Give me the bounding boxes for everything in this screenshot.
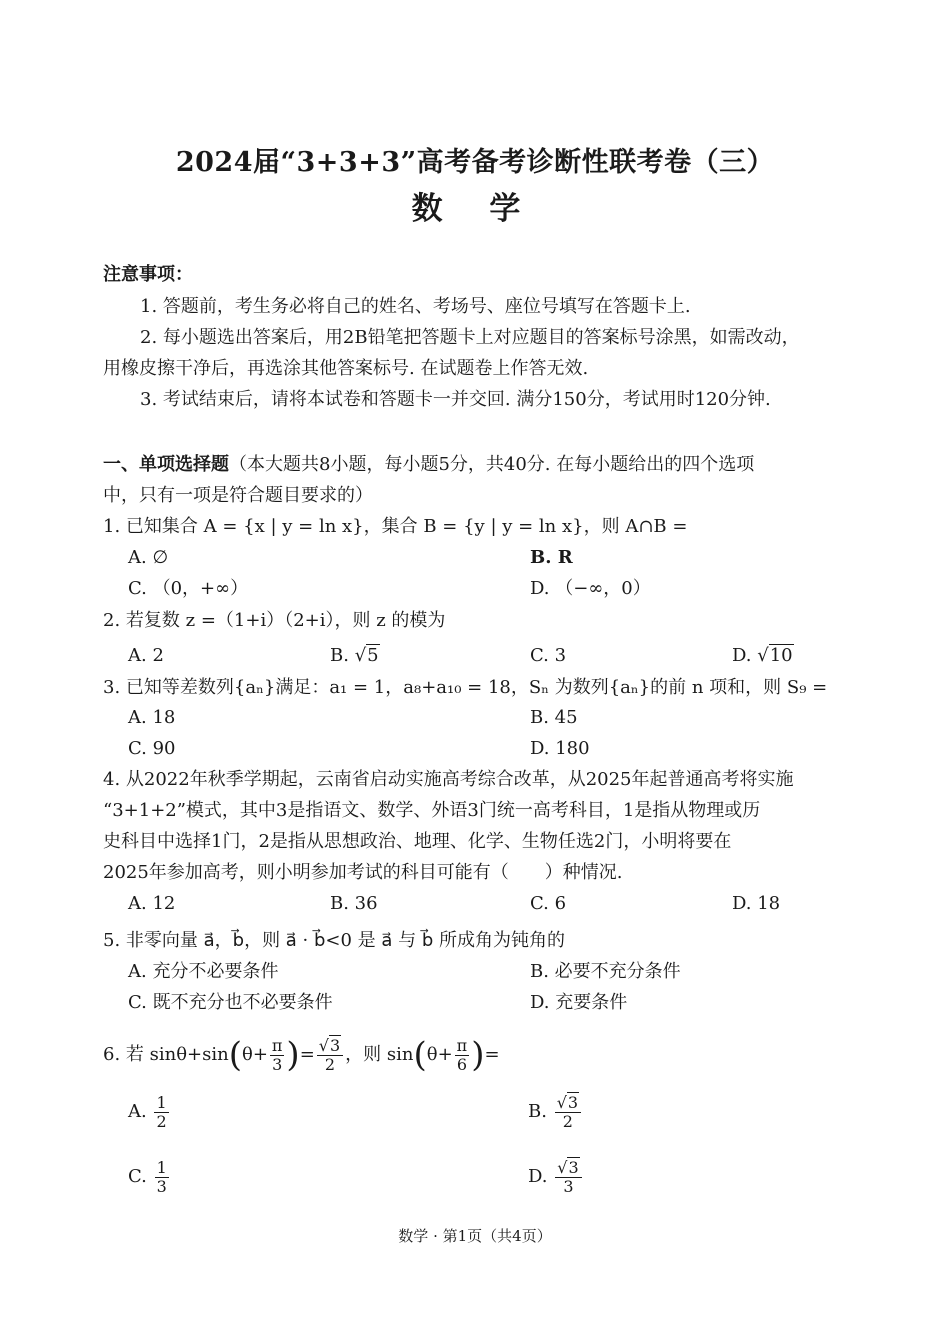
fraction-numerator: π — [456, 1035, 468, 1055]
fraction — [455, 1037, 470, 1074]
q4-line-1: 4. 从2022年秋季学期起，云南省启动实施高考综合改革，从2025年起普通高考将实施 — [103, 769, 794, 790]
sqrt-symbol: √5 — [354, 645, 379, 666]
section-1-header — [103, 452, 754, 478]
q6-option-b-label: B. — [528, 1101, 547, 1122]
q2-option-b-label: B. — [330, 645, 349, 666]
notice-item-1: 1. 答题前，考生务必将自己的姓名、考场号、座位号填写在答题卡上. — [140, 296, 691, 317]
paren-close: ) — [286, 1035, 300, 1075]
q6-option-a-label: A. — [128, 1101, 147, 1122]
paren-open: ( — [413, 1035, 427, 1075]
q2-stem: 2. 若复数 z =（1+i）（2+i），则 z 的模为 — [103, 610, 446, 631]
fraction-denominator: 2 — [156, 1111, 167, 1131]
fraction-numerator — [555, 1159, 581, 1178]
q6-prefix: 6. 若 sinθ+sin — [103, 1044, 229, 1065]
exam-title: 2024届“3+3+3”高考备考诊断性联考卷（三） — [175, 147, 775, 178]
q6-option-b — [528, 1090, 583, 1134]
fraction-numerator: 1 — [156, 1092, 167, 1112]
q6-option-d — [528, 1155, 584, 1199]
q6-stem — [103, 1035, 500, 1075]
q4-option-b: B. 36 — [330, 893, 378, 914]
fraction-numerator — [317, 1037, 343, 1056]
page-footer: 数学 · 第1页（共4页） — [398, 1227, 552, 1245]
notice-item-3: 3. 考试结束后，请将本试卷和答题卡一并交回. 满分150分，考试用时120分钟. — [140, 389, 771, 410]
q6-option-c-label: C. — [128, 1166, 147, 1187]
q3-option-c: C. 90 — [128, 738, 176, 759]
q5-stem: 5. 非零向量 a⃗，b⃗，则 a⃗ · b⃗<0 是 a⃗ 与 b⃗ 所成角为钝角的 — [103, 930, 566, 951]
fraction-denominator: 3 — [272, 1054, 283, 1074]
sqrt-symbol: √3 — [556, 1092, 579, 1112]
fraction-numerator — [555, 1094, 581, 1113]
fraction — [555, 1094, 581, 1131]
q2-option-b-radicand: 5 — [367, 645, 379, 666]
q6-then: ，则 sin — [345, 1044, 414, 1065]
q4-line-3: 史科目中选择1门，2是指从思想政治、地理、化学、生物任选2门，小明将要在 — [103, 831, 732, 852]
section-1-heading: 一、单项选择题 — [103, 454, 229, 475]
q4-line-2: “3+1+2”模式，其中3是指语文、数学、外语3门统一高考科目，1是指从物理或历 — [103, 800, 761, 821]
q1-option-d: D. （−∞，0） — [530, 578, 651, 599]
q2-option-d-label: D. — [732, 645, 752, 666]
fraction-denominator: 2 — [324, 1054, 336, 1074]
paren-open: ( — [228, 1035, 242, 1075]
fraction-denominator: 2 — [562, 1111, 573, 1131]
sqrt-symbol: √3 — [557, 1157, 579, 1177]
q2-option-c: C. 3 — [530, 645, 567, 666]
q4-option-d: D. 18 — [732, 893, 781, 914]
fraction — [270, 1037, 285, 1074]
notice-item-2b: 用橡皮擦干净后，再选涂其他答案标号. 在试题卷上作答无效. — [103, 358, 589, 379]
notice-heading: 注意事项： — [103, 264, 193, 285]
q2-option-a: A. 2 — [128, 645, 164, 666]
q3-option-d: D. 180 — [530, 738, 590, 759]
q6-option-c — [128, 1155, 171, 1199]
paren-close: ) — [471, 1035, 485, 1075]
q6-theta-plus: θ+ — [241, 1044, 268, 1065]
q1-option-b: B. R — [530, 547, 573, 568]
q4-option-a: A. 12 — [128, 893, 176, 914]
q1-option-c: C. （0，+∞） — [128, 578, 249, 599]
fraction-numerator: π — [271, 1035, 283, 1055]
fraction-denominator: 3 — [563, 1176, 574, 1196]
q5-option-a: A. 充分不必要条件 — [128, 961, 279, 982]
q3-option-a: A. 18 — [128, 707, 176, 728]
q2-option-d — [732, 643, 794, 669]
q1-stem: 1. 已知集合 A = {x | y = ln x}，集合 B = {y | y = ln x}，则 A∩B = — [103, 516, 688, 537]
sqrt-symbol: √3 — [318, 1035, 341, 1055]
q6-theta-plus-2: θ+ — [426, 1044, 453, 1065]
notice-item-2a: 2. 每小题选出答案后，用2B铅笔把答题卡上对应题目的答案标号涂黑，如需改动， — [140, 327, 800, 348]
fraction — [555, 1159, 581, 1196]
radicand: 3 — [568, 1157, 579, 1177]
q2-option-b — [330, 643, 380, 669]
q3-option-b: B. 45 — [530, 707, 578, 728]
q6-equals: = — [299, 1044, 315, 1065]
q4-line-4: 2025年参加高考，则小明参加考试的科目可能有（ ）种情况. — [103, 862, 623, 883]
fraction-numerator: 1 — [156, 1157, 167, 1177]
section-1-desc-b: 中，只有一项是符合题目要求的） — [103, 485, 373, 506]
fraction-denominator: 6 — [456, 1054, 468, 1074]
q3-stem: 3. 已知等差数列{aₙ}满足：a₁ = 1，a₈+a₁₀ = 18，Sₙ 为数列{aₙ}的前 n 项和，则 S₉ = — [103, 677, 828, 698]
subject-title: 数 学 — [411, 191, 539, 227]
q6-option-d-label: D. — [528, 1166, 548, 1187]
q6-tail: = — [484, 1044, 500, 1065]
fraction — [317, 1037, 343, 1074]
sqrt-symbol: √10 — [757, 645, 793, 666]
q5-option-d: D. 充要条件 — [530, 992, 628, 1013]
q1-option-a: A. ∅ — [128, 547, 169, 568]
q5-option-b: B. 必要不充分条件 — [530, 961, 681, 982]
q5-option-c: C. 既不充分也不必要条件 — [128, 992, 333, 1013]
fraction — [155, 1159, 169, 1196]
radicand: 3 — [329, 1035, 341, 1055]
section-1-desc-a: （本大题共8小题，每小题5分，共40分. 在每小题给出的四个选项 — [229, 454, 755, 475]
radicand: 3 — [567, 1092, 579, 1112]
q4-option-c: C. 6 — [530, 893, 567, 914]
fraction-denominator: 3 — [156, 1176, 167, 1196]
q6-option-a — [128, 1090, 171, 1134]
q2-option-d-radicand: 10 — [769, 645, 793, 666]
fraction — [154, 1094, 168, 1131]
